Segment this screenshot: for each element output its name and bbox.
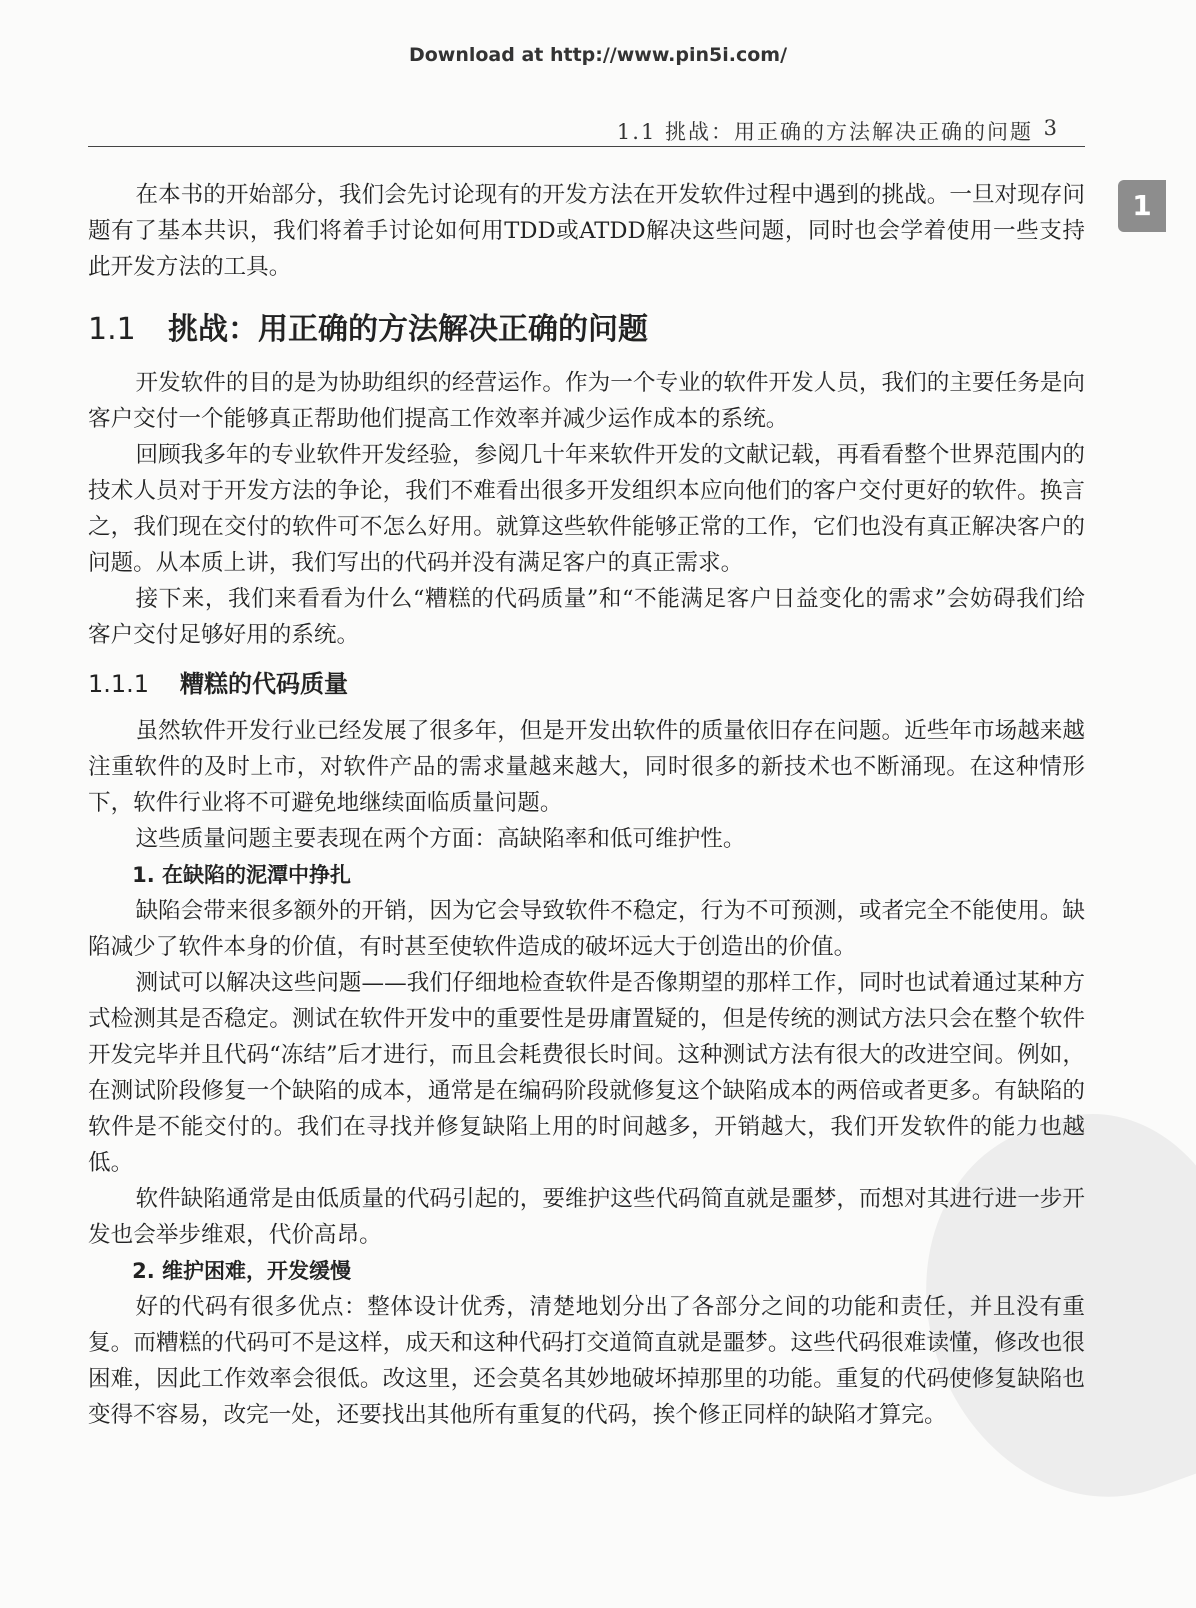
chapter-tab: 1	[1118, 180, 1166, 232]
section-body	[88, 365, 1085, 653]
paragraph: 好的代码有很多优点：整体设计优秀，清楚地划分出了各部分之间的功能和责任，并且没有重复。而糟糕的代码可不是这样，成天和这种代码打交道简直就是噩梦。这些代码很难读懂，修改也很困难，因此工作效率会很低。改这里，还会莫名其妙地破坏掉那里的功能。重复的代码使修复缺陷也变得不容易，改完一处，还要找出其他所有重复的代码，挨个修正同样的缺陷才算完。	[88, 1294, 1085, 1428]
running-header	[88, 114, 1085, 147]
paragraph: 虽然软件开发行业已经发展了很多年，但是开发出软件的质量依旧存在问题。近些年市场越来越注重软件的及时上市，对软件产品的需求量越来越大，同时很多的新技术也不断涌现。在这种情形下，软件行业将不可避免地继续面临质量问题。	[88, 718, 1085, 816]
section-title: 挑战：用正确的方法解决正确的问题	[168, 312, 648, 347]
section-number: 1.1	[88, 312, 136, 347]
page-number: 3	[1043, 116, 1057, 140]
intro-block	[88, 177, 1085, 285]
paragraph: 软件缺陷通常是由低质量的代码引起的，要维护这些代码简直就是噩梦，而想对其进行进一步开发也会举步维艰，代价高昂。	[88, 1186, 1085, 1248]
item-heading: 1. 在缺陷的泥潭中挣扎	[132, 863, 351, 887]
paragraph: 回顾我多年的专业软件开发经验，参阅几十年来软件开发的文献记载，再看看整个世界范围内的技术人员对于开发方法的争论，我们不难看出很多开发组织本应向他们的客户交付更好的软件。换言之，我们现在交付的软件可不怎么好用。就算这些软件能够正常的工作，它们也没有真正解决客户的问题。从本质上讲，我们写出的代码并没有满足客户的真正需求。	[88, 442, 1085, 576]
running-header-title: 1.1 挑战：用正确的方法解决正确的问题	[616, 120, 1033, 144]
item-heading: 2. 维护困难，开发缓慢	[132, 1259, 351, 1283]
section-heading	[88, 304, 1085, 348]
subsection-body	[88, 713, 1085, 1433]
intro-paragraph: 在本书的开始部分，我们会先讨论现有的开发方法在开发软件过程中遇到的挑战。一旦对现存问题有了基本共识，我们将着手讨论如何用TDD或ATDD解决这些问题，同时也会学着使用一些支持此开发方法的工具。	[88, 182, 1085, 280]
subsection-number: 1.1.1	[88, 670, 150, 698]
paragraph: 这些质量问题主要表现在两个方面：高缺陷率和低可维护性。	[135, 826, 746, 852]
paragraph: 开发软件的目的是为协助组织的经营运作。作为一个专业的软件开发人员，我们的主要任务是向客户交付一个能够真正帮助他们提高工作效率并减少运作成本的系统。	[88, 370, 1085, 432]
download-banner: Download at http://www.pin5i.com/	[408, 44, 788, 66]
paragraph: 接下来，我们来看看为什么“糟糕的代码质量”和“不能满足客户日益变化的需求”会妨碍我们给客户交付足够好用的系统。	[88, 586, 1085, 648]
subsection-heading	[88, 664, 1085, 699]
paragraph: 缺陷会带来很多额外的开销，因为它会导致软件不稳定，行为不可预测，或者完全不能使用。缺陷减少了软件本身的价值，有时甚至使软件造成的破坏远大于创造出的价值。	[88, 898, 1085, 960]
subsection-title: 糟糕的代码质量	[180, 670, 348, 698]
paragraph: 测试可以解决这些问题——我们仔细地检查软件是否像期望的那样工作，同时也试着通过某种方式检测其是否稳定。测试在软件开发中的重要性是毋庸置疑的，但是传统的测试方法只会在整个软件开发完毕并且代码“冻结”后才进行，而且会耗费很长时间。这种测试方法有很大的改进空间。例如，在测试阶段修复一个缺陷的成本，通常是在编码阶段就修复这个缺陷成本的两倍或者更多。有缺陷的软件是不能交付的。我们在寻找并修复缺陷上用的时间越多，开销越大，我们开发软件的能力也越低。	[88, 970, 1085, 1176]
